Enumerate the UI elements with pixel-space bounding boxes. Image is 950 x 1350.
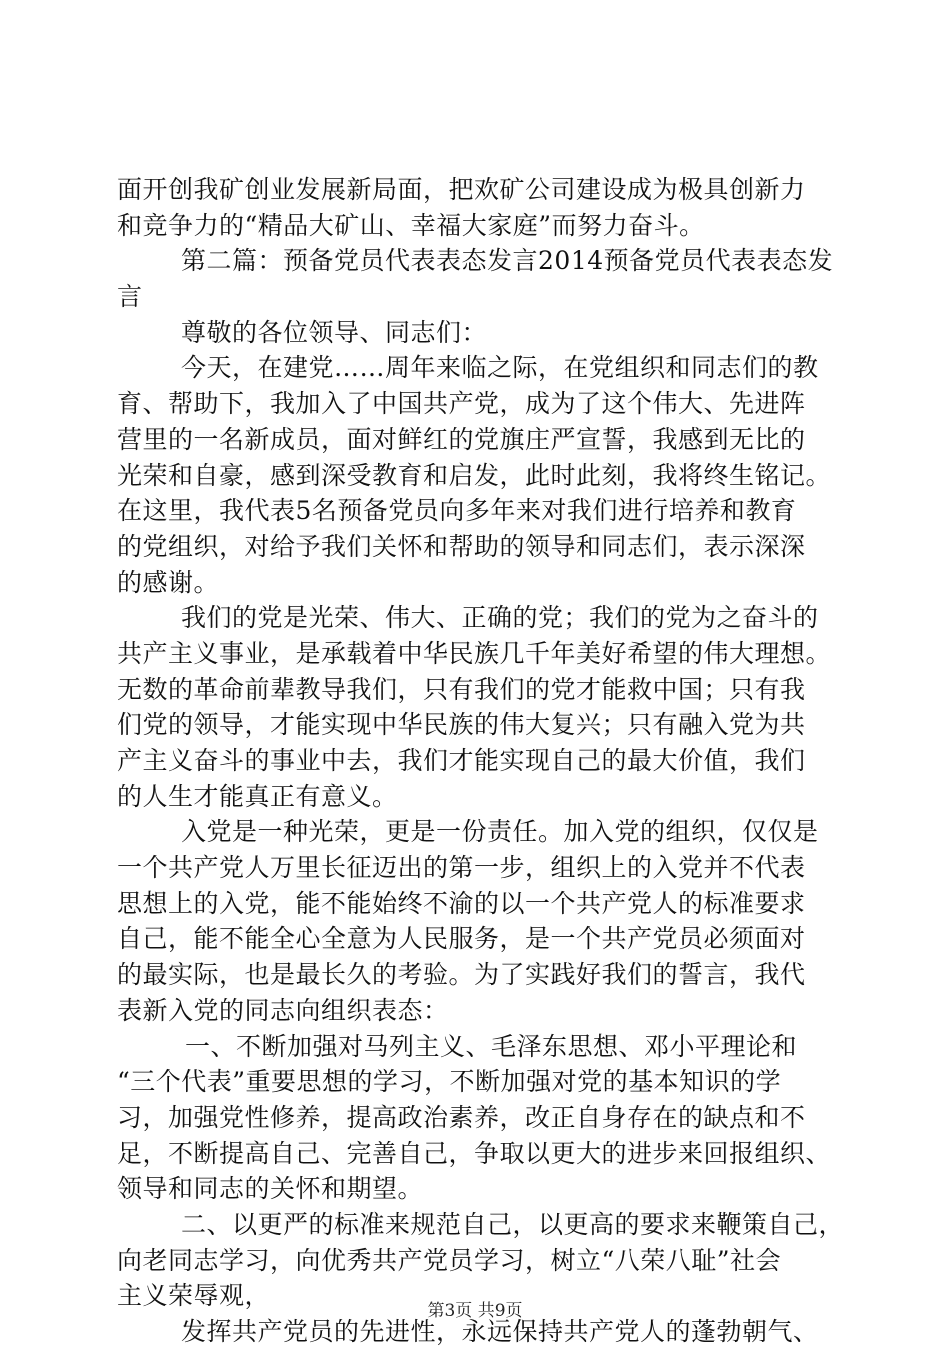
text-line: 共产主义事业，是承载着中华民族几千年美好希望的伟大理想。 <box>117 638 832 668</box>
page-footer: 第3页 共9页 <box>427 1301 523 1321</box>
text-line: 们党的领导，才能实现中华民族的伟大复兴；只有融入党为共 <box>117 710 806 740</box>
section-heading: 第二篇：预备党员代表表态发言2014预备党员代表表态发 <box>181 246 834 276</box>
document-body <box>117 172 845 1350</box>
section-heading-continuation: 言 <box>117 282 143 312</box>
text-line: 入党是一种光荣，更是一份责任。加入党的组织，仅仅是 <box>181 817 819 847</box>
text-line: 产主义奋斗的事业中去，我们才能实现自己的最大价值，我们 <box>117 746 806 775</box>
text-line: 自己，能不能全心全意为人民服务，是一个共产党员必须面对 <box>117 924 806 954</box>
text-line: 和竞争力的“精品大矿山、幸福大家庭”而努力奋斗。 <box>117 210 705 240</box>
text-line: 一个共产党人万里长征迈出的第一步，组织上的入党并不代表 <box>117 853 806 883</box>
list-item-1: 一、不断加强对马列主义、毛泽东思想、邓小平理论和 <box>185 1031 798 1061</box>
text-line: 足，不断提高自己、完善自己，争取以更大的进步来回报组织、 <box>117 1138 832 1168</box>
text-line: 向老同志学习，向优秀共产党员学习，树立“八荣八耻”社会 <box>117 1245 782 1275</box>
text-line: 表新入党的同志向组织表态： <box>117 995 449 1025</box>
text-line: 的最实际，也是最长久的考验。为了实践好我们的誓言，我代 <box>117 960 806 990</box>
text-line: 的感谢。 <box>117 567 220 597</box>
text-line: 我们的党是光荣、伟大、正确的党；我们的党为之奋斗的 <box>181 603 819 633</box>
text-line: 的人生才能真正有意义。 <box>117 781 398 811</box>
text-line: 领导和同志的关怀和期望。 <box>117 1174 424 1204</box>
text-line: 主义荣辱观， <box>117 1281 271 1311</box>
text-line: 习，加强党性修养，提高政治素养，改正自身存在的缺点和不 <box>117 1102 806 1132</box>
text-line: 发挥共产党员的先进性，永远保持共产党人的蓬勃朝气、 <box>181 1317 819 1346</box>
text-line: 育、帮助下，我加入了中国共产党，成为了这个伟大、先进阵 <box>117 389 806 419</box>
text-line: 思想上的入党，能不能始终不渝的以一个共产党人的标准要求 <box>117 888 806 918</box>
text-line: 无数的革命前辈教导我们，只有我们的党才能救中国；只有我 <box>117 674 806 704</box>
list-item-2: 二、以更严的标准来规范自己，以更高的要求来鞭策自己， <box>181 1209 845 1239</box>
text-line: 今天，在建党……周年来临之际，在党组织和同志们的教 <box>181 353 819 383</box>
text-line: 营里的一名新成员，面对鲜红的党旗庄严宣誓，我感到无比的 <box>117 424 806 454</box>
salutation: 尊敬的各位领导、同志们： <box>181 317 488 347</box>
text-line: “三个代表”重要思想的学习，不断加强对党的基本知识的学 <box>117 1067 782 1097</box>
text-line: 面开创我矿创业发展新局面，把欢矿公司建设成为极具创新力 <box>117 175 806 204</box>
text-line: 在这里，我代表5名预备党员向多年来对我们进行培养和教育 <box>117 496 797 526</box>
text-line: 的党组织，对给予我们关怀和帮助的领导和同志们，表示深深 <box>117 531 806 561</box>
text-line: 光荣和自豪，感到深受教育和启发，此时此刻，我将终生铭记。 <box>117 460 832 490</box>
